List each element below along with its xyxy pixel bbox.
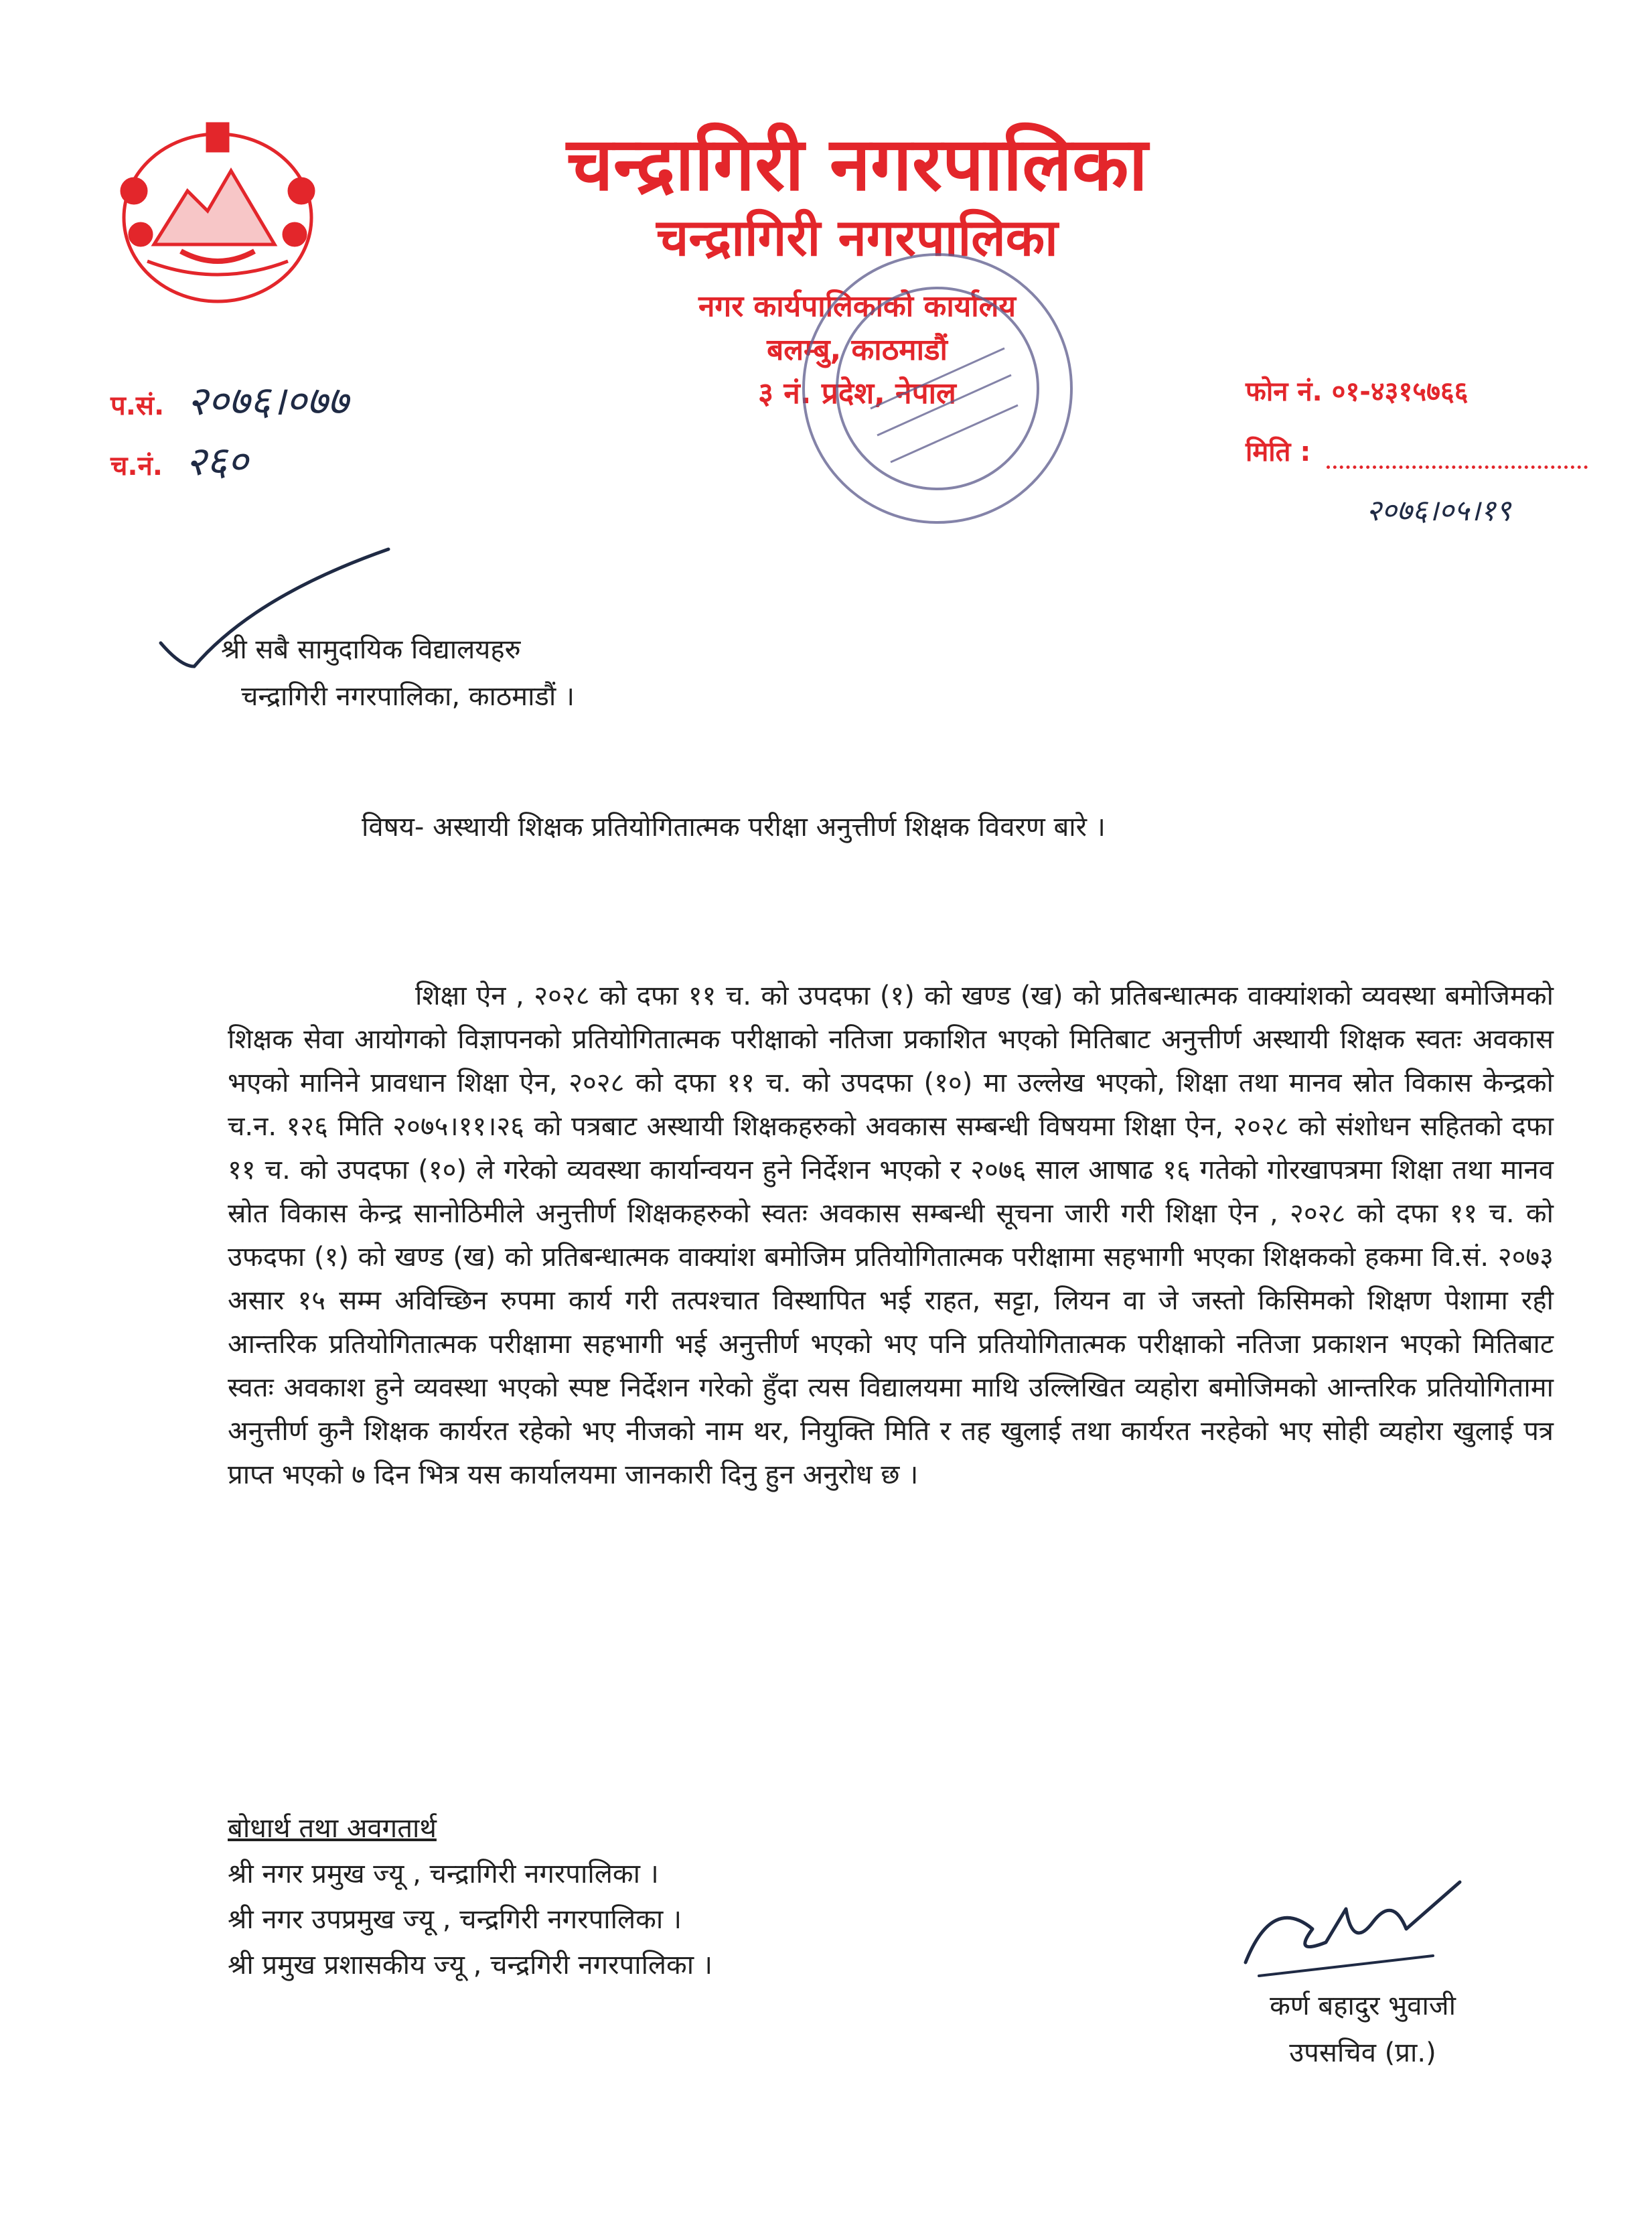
office-name: नगर कार्यपालिकाको कार्यालय [698,289,1016,324]
office-address: बलम्बु, काठमाडौं [767,333,948,367]
cc-heading: बोधार्थ तथा अवगतार्थ [228,1813,437,1844]
signatory-name: कर्ण बहादुर भुवाजी [1270,1991,1456,2021]
municipality-name: चन्द्रागिरी नगरपालिका [567,121,1148,207]
cc-item: श्री नगर प्रमुख ज्यू , चन्द्रागिरी नगरपालिका । [228,1859,659,1889]
date-row [1246,432,1588,469]
nepal-emblem-icon [107,117,328,311]
phone-row [1246,372,1468,409]
date-label: मिति : [1246,437,1311,468]
reference-value: २०७६।०७७ [187,378,349,425]
phone-value: ०१-४३१५७६६ [1331,376,1469,407]
signature-icon [1232,1855,1473,1989]
cc-item: श्री नगर उपप्रमुख ज्यू , चन्द्रगिरी नगरपालिका । [228,1904,682,1935]
cc-item: श्री प्रमुख प्रशासकीय ज्यू , चन्द्रगिरी नगरपालिका । [228,1950,712,1981]
recipient-line-2: चन्द्रागिरी नगरपालिका, काठमाडौं । [241,681,575,712]
phone-label: फोन नं. [1246,376,1323,407]
recipient-line-1: श्री सबै सामुदायिक विद्यालयहरु [221,634,521,665]
reference-number-row [110,372,348,427]
reference-label: प.सं. [110,390,165,421]
dispatch-label: च.नं. [110,451,163,482]
municipality-name-alt: चन्द्रागिरी नगरपालिका [656,208,1058,267]
letter-subject: विषय- अस्थायी शिक्षक प्रतियोगितात्मक परीक्षा अनुत्तीर्ण शिक्षक विवरण बारे । [362,812,1106,843]
dispatch-number-row [110,432,248,487]
office-province: ३ नं. प्रदेश, नेपाल [758,376,956,411]
office-seal-icon [790,241,1085,536]
dispatch-value: २६० [185,438,248,485]
signatory-title: उपसचिव (प्रा.) [1289,2037,1436,2068]
date-blank [1327,445,1588,469]
letter-body: शिक्षा ऐन , २०२८ को दफा ११ च. को उपदफा (१) को खण्ड (ख) को प्रतिबन्धात्मक वाक्यांशको व्यवस्था बमोजिमको शिक्षक सेवा आयोगको विज्ञापनको प्रतियोगितात्मक परीक्षाको नतिजा प्रकाशित भएको मितिबाट अनुत्तीर्ण अस्थायी शिक्षक स्वतः अवकास भएको मानिने प्रावधान शिक्षा ऐन, २०२८ को दफा ११ च. को उपदफा (१०) मा उल्लेख भएको, शिक्षा तथा मानव स्रोत विकास केन्द्रको च.न. १२६ मिति २०७५।११।२६ को पत्रबाट अस्थायी शिक्षकहरुको अवकास सम्बन्धी विषयमा शिक्षा ऐन, २०२८ को संशोधन सहितको दफा ११ च. को उपदफा (१०) ले गरेको व्यवस्था कार्यान्वयन हुने निर्देशन भएको र २०७६ साल आषाढ १६ गतेको गोरखापत्रमा शिक्षा तथा मानव स्रोत विकास केन्द्र सानोठिमीले अनुत्तीर्ण शिक्षकहरुको स्वतः अवकास सम्बन्धी सूचना जारी गरी शिक्षा ऐन , २०२८ को दफा ११ च. को उफदफा (१) को खण्ड (ख) को प्रतिबन्धात्मक वाक्यांश बमोजिम प्रतियोगितात्मक परीक्षामा सहभागी भएका शिक्षकको हकमा वि.सं. २०७३ असार १५ सम्म अविच्छिन रुपमा कार्य गरी तत्पश्चात विस्थापित भई राहत, सट्टा, लियन वा जे जस्तो किसिमको शिक्षण पेशामा रही आन्तरिक प्रतियोगितात्मक परीक्षामा सहभागी भई अनुत्तीर्ण भएको भए पनि प्रतियोगितात्मक परीक्षाको नतिजा प्रकाशन भएको मितिबाट स्वतः अवकाश हुने व्यवस्था भएको स्पष्ट निर्देशन गरेको हुँदा त्यस विद्यालयमा माथि उल्लिखित व्यहोरा बमोजिमको आन्तरिक प्रतियोगितामा अनुत्तीर्ण कुनै शिक्षक कार्यरत रहेको भए नीजको नाम थर, नियुक्ति मिति र तह खुलाई तथा कार्यरत नरहेको भए सोही व्यहोरा खुलाई पत्र प्राप्त भएको ७ दिन भित्र यस कार्यालयमा जानकारी दिनु हुन अनुरोध छ । [228,981,1554,1490]
handwritten-date: २०७६।०५।१९ [1366,494,1511,528]
